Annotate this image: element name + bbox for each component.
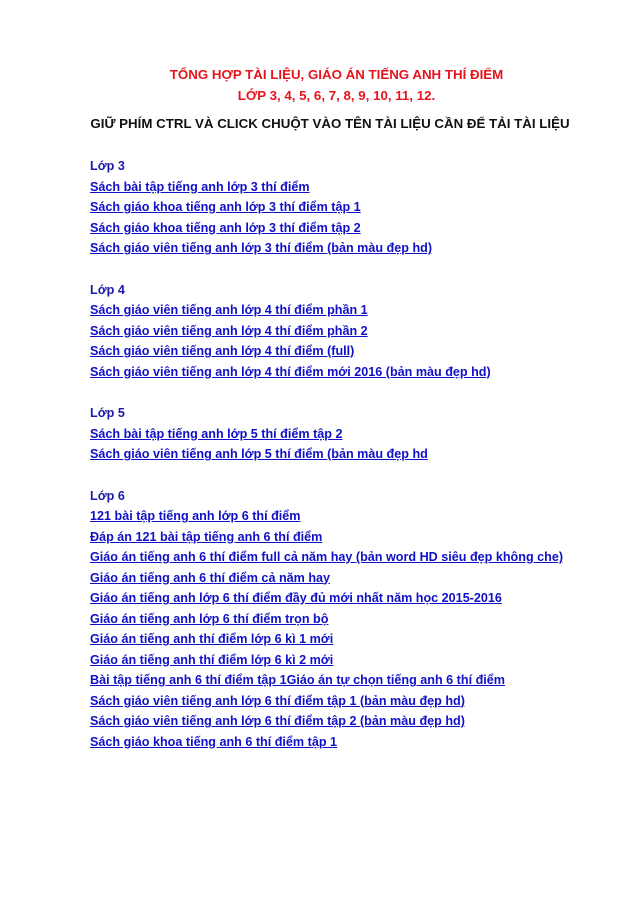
instruction-text: GIỮ PHÍM CTRL VÀ CLICK CHUỘT VÀO TÊN TÀI LIỆU CẦN ĐỂ TẢI TÀI LIỆU bbox=[90, 116, 570, 131]
document-link[interactable]: Đáp án 121 bài tập tiếng anh 6 thí điểm bbox=[90, 529, 323, 544]
document-link[interactable]: Sách giáo viên tiếng anh lớp 6 thí điểm tập 2 (bản màu đẹp hd) bbox=[90, 714, 465, 728]
document-link[interactable]: Sách bài tập tiếng anh lớp 5 thí điểm tập 2 bbox=[90, 426, 343, 441]
document-link[interactable]: Sách giáo viên tiếng anh lớp 6 thí điểm tập 1 (bản màu đẹp hd) bbox=[90, 693, 465, 708]
document-link[interactable]: Giáo án tiếng anh thí điểm lớp 6 kì 2 mới bbox=[90, 652, 334, 667]
document-link[interactable]: Sách giáo khoa tiếng anh lớp 3 thí điểm tập 2 bbox=[90, 220, 361, 235]
document-link[interactable]: Giáo án tiếng anh thí điểm lớp 6 kì 1 mới bbox=[90, 632, 334, 646]
document-link[interactable]: 121 bài tập tiếng anh lớp 6 thí điểm bbox=[90, 509, 301, 523]
document-link[interactable]: Giáo án tiếng anh 6 thí điểm full cả năm hay (bản word HD siêu đẹp không che) bbox=[90, 550, 564, 564]
document-title: TỔNG HỢP TÀI LIỆU, GIÁO ÁN TIẾNG ANH THÍ ĐIỂM bbox=[169, 67, 504, 82]
section-grade-6 bbox=[90, 486, 598, 753]
grade-label: Lớp 3 bbox=[90, 159, 125, 173]
document-link[interactable]: Sách giáo viên tiếng anh lớp 4 thí điểm (full) bbox=[90, 344, 355, 358]
document-link[interactable]: Sách giáo viên tiếng anh lớp 4 thí điểm phần 1 bbox=[90, 303, 368, 317]
document-link[interactable]: Bài tập tiếng anh 6 thí điểm tập 1Giáo án tự chọn tiếng anh 6 thí điểm bbox=[90, 673, 505, 687]
document-link[interactable]: Giáo án tiếng anh lớp 6 thí điểm trọn bộ bbox=[90, 611, 329, 626]
document-subtitle-grades: LỚP 3, 4, 5, 6, 7, 8, 9, 10, 11, 12. bbox=[237, 88, 436, 103]
document-link[interactable]: Giáo án tiếng anh lớp 6 thí điểm đầy đủ mới nhất năm học 2015-2016 bbox=[90, 591, 502, 605]
document-link[interactable]: Sách giáo khoa tiếng anh 6 thí điểm tập 1 bbox=[90, 734, 338, 749]
grade-label: Lớp 6 bbox=[90, 488, 125, 503]
document-link[interactable]: Sách giáo viên tiếng anh lớp 4 thí điểm phần 2 bbox=[90, 323, 368, 338]
section-grade-5 bbox=[90, 403, 598, 465]
document-link[interactable]: Giáo án tiếng anh 6 thí điểm cả năm hay bbox=[90, 570, 331, 585]
grade-label: Lớp 5 bbox=[90, 406, 125, 420]
document-link[interactable]: Sách giáo viên tiếng anh lớp 3 thí điểm (bản màu đẹp hd) bbox=[90, 241, 433, 255]
section-grade-4 bbox=[90, 280, 598, 383]
document-link[interactable]: Sách giáo khoa tiếng anh lớp 3 thí điểm tập 1 bbox=[90, 200, 361, 214]
document-link[interactable]: Sách giáo viên tiếng anh lớp 4 thí điểm mới 2016 (bản màu đẹp hd) bbox=[90, 364, 491, 379]
section-grade-3 bbox=[90, 156, 598, 259]
grade-label: Lớp 4 bbox=[90, 282, 125, 297]
document-link[interactable]: Sách bài tập tiếng anh lớp 3 thí điểm bbox=[90, 179, 310, 194]
document-link[interactable]: Sách giáo viên tiếng anh lớp 5 thí điểm (bản màu đẹp hd bbox=[90, 447, 428, 461]
